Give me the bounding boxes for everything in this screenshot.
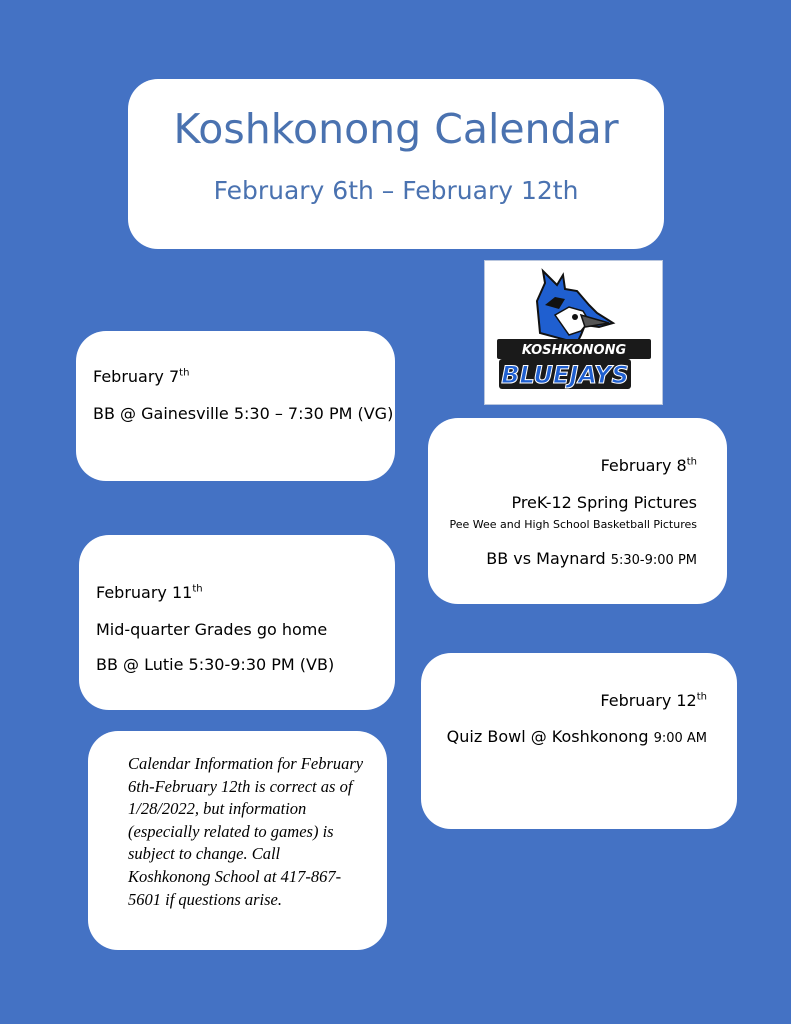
event-card-feb12 — [421, 653, 737, 829]
event-date: February 8th — [600, 456, 697, 475]
event-item: BB vs Maynard 5:30-9:00 PM — [486, 549, 697, 568]
event-date: February 12th — [600, 691, 707, 710]
disclaimer-card — [88, 731, 387, 950]
date-range-subtitle: February 6th – February 12th — [213, 176, 579, 205]
event-item: Quiz Bowl @ Koshkonong 9:00 AM — [446, 727, 707, 746]
event-item: Mid-quarter Grades go home — [96, 620, 328, 639]
event-date: February 11th — [96, 583, 203, 602]
event-date: February 7th — [93, 367, 190, 386]
event-item: BB @ Lutie 5:30-9:30 PM (VB) — [96, 655, 335, 674]
bluejay-mascot-icon — [485, 261, 662, 404]
event-item-detail: Pee Wee and High School Basketball Pictures — [449, 518, 697, 531]
event-card-feb11 — [79, 535, 395, 710]
disclaimer-text: Calendar Information for February 6th-February 12th is correct as of 1/28/2022, but information (especially related to games) is subject to change. Call Koshkonong School at 417-867-5601 if questions arise. — [128, 754, 364, 909]
event-card-feb7 — [76, 331, 395, 481]
event-item: PreK-12 Spring Pictures — [511, 493, 697, 512]
bluejays-logo — [484, 260, 663, 405]
title-card — [128, 79, 664, 249]
page-title: Koshkonong Calendar — [173, 105, 619, 153]
event-item: BB @ Gainesville 5:30 – 7:30 PM (VG) — [93, 404, 394, 423]
logo-wordmark-bottom: BLUEJAYS — [501, 361, 629, 389]
event-card-feb8 — [428, 418, 727, 604]
logo-wordmark-top: KOSHKONONG — [521, 343, 627, 358]
